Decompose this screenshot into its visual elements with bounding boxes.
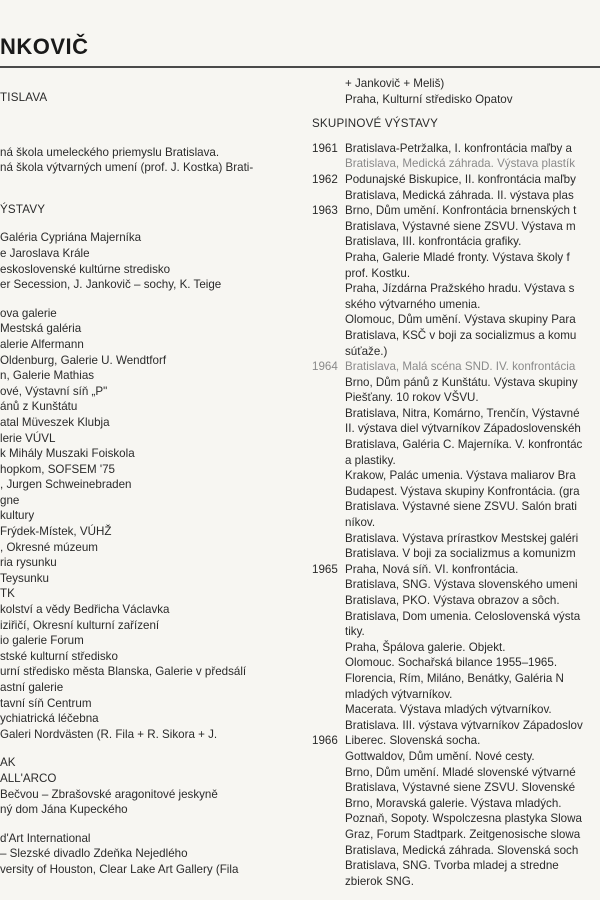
exhibition-entry: Mestská galéria: [0, 322, 82, 336]
exhibition-row: [312, 655, 600, 671]
exhibition-row: [312, 687, 600, 703]
exhibition-row: [312, 765, 600, 781]
exhibition-entry: d'Art International: [0, 831, 91, 845]
exhibition-row: [312, 733, 600, 749]
exhibition-entry: Bratislava, Medická záhrada. II. výstava plas: [345, 188, 574, 202]
exhibition-entry: Bratislava. III. výstava výtvarníkov Západoslov: [345, 718, 583, 732]
exhibition-row: [312, 593, 600, 609]
exhibition-entry: Bratislava, Výstavné siene ZSVU. Výstava m: [345, 219, 576, 233]
exhibition-entry: astní galerie: [0, 681, 64, 694]
exhibition-entry: Brno, Dům pánů z Kunštátu. Výstava skupiny: [345, 375, 578, 389]
exhibition-row: [312, 811, 600, 827]
exhibition-entry: Praha, Galerie Mladé fronty. Výstava školy f: [345, 250, 570, 264]
exhibition-entry: Bratislava, Malá scéna SND. IV. konfrontácia: [345, 360, 576, 374]
exhibition-entry: Galéria Cypriána Majerníka: [0, 231, 142, 245]
exhibition-entry: Gottwaldov, Dům umění. Nové cesty.: [345, 749, 535, 763]
spacer: [0, 818, 300, 831]
exhibition-entry: Brno, Dům umění. Konfrontácia brnenských t: [345, 204, 577, 218]
exhibition-entry: Bratislava. Výstavné siene ZSVU. Salón brati: [345, 500, 577, 514]
section-heading: SKUPINOVÉ VÝSTAVY: [312, 117, 439, 131]
exhibition-row: [312, 297, 600, 313]
exhibition-entry: Bratislava, Medická záhrada. Výstava plastík: [345, 157, 576, 171]
exhibition-year: 1961: [312, 141, 338, 155]
exhibition-entry: ové, Výstavní síň „P": [0, 384, 108, 398]
spacer: [0, 217, 300, 230]
exhibition-entry: Florencia, Rím, Miláno, Benátky, Galéria N: [345, 671, 564, 685]
exhibition-entry: ná škola výtvarných umení (prof. J. Kostka) Brati-: [0, 161, 254, 175]
exhibition-entry: zbierok SNG.: [345, 874, 414, 888]
exhibition-row: [312, 843, 600, 859]
section-heading: ÝSTAVY: [0, 202, 46, 216]
exhibition-entry: Oldenburg, Galerie U. Wendtforf: [0, 353, 167, 367]
exhibition-row: [312, 624, 600, 640]
exhibition-entry: níkov.: [345, 516, 376, 530]
exhibition-row: [312, 406, 600, 422]
exhibition-entry: Bratislava. V boji za socializmus a komunizm: [345, 547, 576, 561]
exhibition-entry: Bratislava, Galéria C. Majerníka. V. konfrontác: [345, 438, 583, 452]
section-heading: TISLAVA: [0, 91, 48, 104]
exhibition-row: [312, 188, 600, 204]
exhibition-entry: atal Müveszek Klubja: [0, 415, 110, 429]
exhibition-row: [312, 92, 600, 108]
exhibition-row: [312, 453, 600, 469]
title-rule: [0, 66, 600, 68]
exhibition-year: 1962: [312, 172, 338, 186]
exhibition-year: 1965: [312, 562, 338, 576]
exhibition-entry: Bratislava, III. konfrontácia grafiky.: [345, 235, 522, 249]
exhibition-entry: Brno, Moravská galerie. Výstava mladých.: [345, 796, 562, 810]
exhibition-row: [312, 172, 600, 188]
exhibition-entry: hopkom, SOFSEM '75: [0, 462, 115, 476]
exhibition-entry: II. výstava diel výtvarníkov Západoslovenskéh: [345, 422, 581, 436]
exhibition-row: [312, 562, 600, 578]
exhibition-entry: Bratislava, SNG. Výstava slovenského umeni: [345, 578, 578, 592]
exhibition-entry: ova galerie: [0, 306, 57, 320]
exhibition-entry: Bratislava. Výstava prírastkov Mestskej galéri: [345, 531, 579, 545]
exhibition-row: [312, 266, 600, 282]
exhibition-entry: súťaže.): [345, 344, 388, 358]
exhibition-row: [312, 76, 600, 92]
exhibition-entry: versity of Houston, Clear Lake Art Gallery (Fila: [0, 862, 239, 876]
exhibition-entry: eskoslovenské kultúrne stredisko: [0, 262, 171, 276]
exhibition-entry: kolství a vědy Bedřicha Václavka: [0, 603, 170, 617]
exhibition-entry: Bečvou – Zbrašovské aragonitové jeskyně: [0, 787, 218, 801]
exhibition-entry: ná škola umeleckého priemyslu Bratislava.: [0, 145, 220, 159]
exhibition-entry: ského výtvarného umenia.: [345, 297, 481, 311]
exhibition-row: [312, 671, 600, 687]
exhibition-row: [312, 499, 600, 515]
spacer: [0, 742, 300, 755]
exhibition-entry: Piešťany. 10 rokov VŠVU.: [345, 391, 479, 405]
exhibition-entry: gne: [0, 493, 20, 507]
exhibition-row: [312, 702, 600, 718]
exhibition-row: [312, 796, 600, 812]
exhibition-entry: ychiatrická léčebna: [0, 712, 99, 726]
exhibition-row: [312, 609, 600, 625]
spacer: [0, 132, 300, 145]
exhibition-entry: Brno, Dům umění. Mladé slovenské výtvarné: [345, 765, 576, 779]
exhibition-row: [312, 874, 600, 890]
exhibition-row: [312, 546, 600, 562]
exhibition-row: [312, 468, 600, 484]
exhibition-entry: tiky.: [345, 625, 365, 639]
exhibition-row: [312, 328, 600, 344]
exhibition-entry: Olomouc, Dům umění. Výstava skupiny Para: [345, 313, 576, 327]
exhibition-row: [312, 390, 600, 406]
exhibition-entry: alerie Alfermann: [0, 337, 84, 351]
exhibition-row: [312, 219, 600, 235]
exhibition-row: [312, 437, 600, 453]
exhibition-entry: + Jankovič + Meliš): [345, 77, 445, 90]
exhibition-entry: ný dom Jána Kupeckého: [0, 803, 128, 817]
exhibition-row: [312, 312, 600, 328]
exhibition-entry: Galeri Nordvästen (R. Fila + R. Sikora + J.: [0, 727, 218, 741]
exhibition-row: [312, 749, 600, 765]
exhibition-entry: Podunajské Biskupice, II. konfrontácia maľby: [345, 172, 576, 186]
exhibition-entry: tavní síň Centrum: [0, 696, 92, 710]
exhibition-entry: ria rysunku: [0, 556, 57, 570]
exhibition-entry: Bratislava, SNG. Tvorba mladej a stredne: [345, 859, 559, 873]
exhibition-entry: mladých výtvarníkov.: [345, 687, 453, 701]
left-column: [0, 90, 300, 878]
exhibition-entry: Bratislava-Petržalka, I. konfrontácia maľby a: [345, 141, 572, 155]
exhibition-row: [312, 234, 600, 250]
exhibition-entry: k Mihály Muszaki Foiskola: [0, 447, 135, 461]
exhibition-entry: Bratislava, Výstavné siene ZSVU. Slovenské: [345, 781, 576, 795]
exhibition-entry: Bratislava, Nitra, Komárno, Trenčín, Výstavné: [345, 406, 580, 420]
exhibition-entry: kultury: [0, 509, 35, 523]
exhibition-row: [312, 375, 600, 391]
exhibition-entry: Liberec. Slovenská socha.: [345, 734, 481, 748]
exhibition-entry: prof. Kostku.: [345, 266, 411, 280]
exhibition-row: [312, 141, 600, 157]
exhibition-row: [312, 640, 600, 656]
exhibition-entry: ánů z Kunštátu: [0, 400, 78, 414]
exhibition-entry: a plastiky.: [345, 453, 396, 467]
exhibition-entry: Poznaň, Sopoty. Wspolczesna plastyka Slowa: [345, 812, 582, 826]
exhibition-row: [312, 827, 600, 843]
exhibition-row: [312, 344, 600, 360]
exhibition-row: [312, 515, 600, 531]
exhibition-row: [312, 250, 600, 266]
exhibition-entry: n, Galerie Mathias: [0, 369, 95, 383]
exhibition-entry: Krakow, Palác umenia. Výstava maliarov Bra: [345, 469, 576, 483]
spacer: [0, 119, 300, 132]
exhibition-entry: iziřičí, Okresní kulturní zařízení: [0, 618, 160, 632]
exhibition-entry: Praha, Kulturní středisko Opatov: [345, 92, 513, 106]
exhibition-row: [312, 718, 600, 734]
exhibition-entry: Budapest. Výstava skupiny Konfrontácia. (gra: [345, 484, 580, 498]
exhibition-row: [312, 359, 600, 375]
exhibition-entry: Macerata. Výstava mladých výtvarníkov.: [345, 703, 552, 717]
spacer: [312, 107, 600, 116]
exhibition-entry: Praha, Špálova galerie. Objekt.: [345, 640, 506, 654]
exhibition-entry: io galerie Forum: [0, 634, 84, 648]
exhibition-year: 1964: [312, 360, 338, 374]
right-column: [312, 76, 600, 889]
exhibition-entry: Graz, Forum Stadtpark. Zeitgenosische slowa: [345, 827, 581, 841]
exhibition-entry: e Jaroslava Krále: [0, 246, 90, 260]
exhibition-row: [312, 577, 600, 593]
exhibition-entry: AK: [0, 756, 16, 770]
exhibition-entry: stské kulturní středisko: [0, 649, 118, 663]
exhibition-entry: , Okresné múzeum: [0, 540, 98, 554]
spacer: [312, 132, 600, 141]
exhibition-entry: TK: [0, 587, 15, 601]
exhibition-entry: Frýdek-Místek, VÚHŽ: [0, 525, 112, 539]
exhibition-row: [312, 156, 600, 172]
exhibition-entry: er Secession, J. Jankovič – sochy, K. Teige: [0, 278, 222, 292]
page-title: NKOVIČ: [0, 34, 89, 59]
exhibition-entry: Praha, Nová síň. VI. konfrontácia.: [345, 562, 519, 576]
spacer: [0, 293, 300, 306]
spacer: [0, 189, 300, 202]
exhibition-entry: lerie VÚVL: [0, 431, 56, 445]
exhibition-entry: ALL'ARCO: [0, 771, 57, 785]
exhibition-entry: urní středisko města Blanska, Galerie v předsálí: [0, 665, 247, 679]
exhibition-row: [312, 780, 600, 796]
exhibition-row: [312, 484, 600, 500]
exhibition-row: [312, 421, 600, 437]
exhibition-entry: Olomouc. Sochařská bilance 1955–1965.: [345, 656, 558, 670]
exhibition-entry: – Slezské divadlo Zdeňka Nejedlého: [0, 847, 188, 861]
spacer: [0, 176, 300, 189]
exhibition-entry: Bratislava, KSČ v boji za socializmus a komu: [345, 328, 577, 342]
exhibition-year: 1963: [312, 204, 338, 218]
exhibition-entry: Bratislava, PKO. Výstava obrazov a sôch.: [345, 594, 560, 607]
exhibition-entry: Bratislava, Medická záhrada. Slovenská soch: [345, 843, 579, 857]
spacer: [0, 106, 300, 119]
exhibition-year: 1966: [312, 734, 338, 748]
exhibition-row: [312, 203, 600, 219]
exhibition-entry: Teysunku: [0, 571, 49, 585]
exhibition-row: [312, 531, 600, 547]
exhibition-entry: , Jurgen Schweinebraden: [0, 478, 132, 492]
exhibition-entry: Bratislava, Dom umenia. Celoslovenská výsta: [345, 609, 581, 623]
exhibition-row: [312, 858, 600, 874]
exhibition-entry: Praha, Jízdárna Pražského hradu. Výstava s: [345, 282, 575, 296]
exhibition-row: [312, 281, 600, 297]
